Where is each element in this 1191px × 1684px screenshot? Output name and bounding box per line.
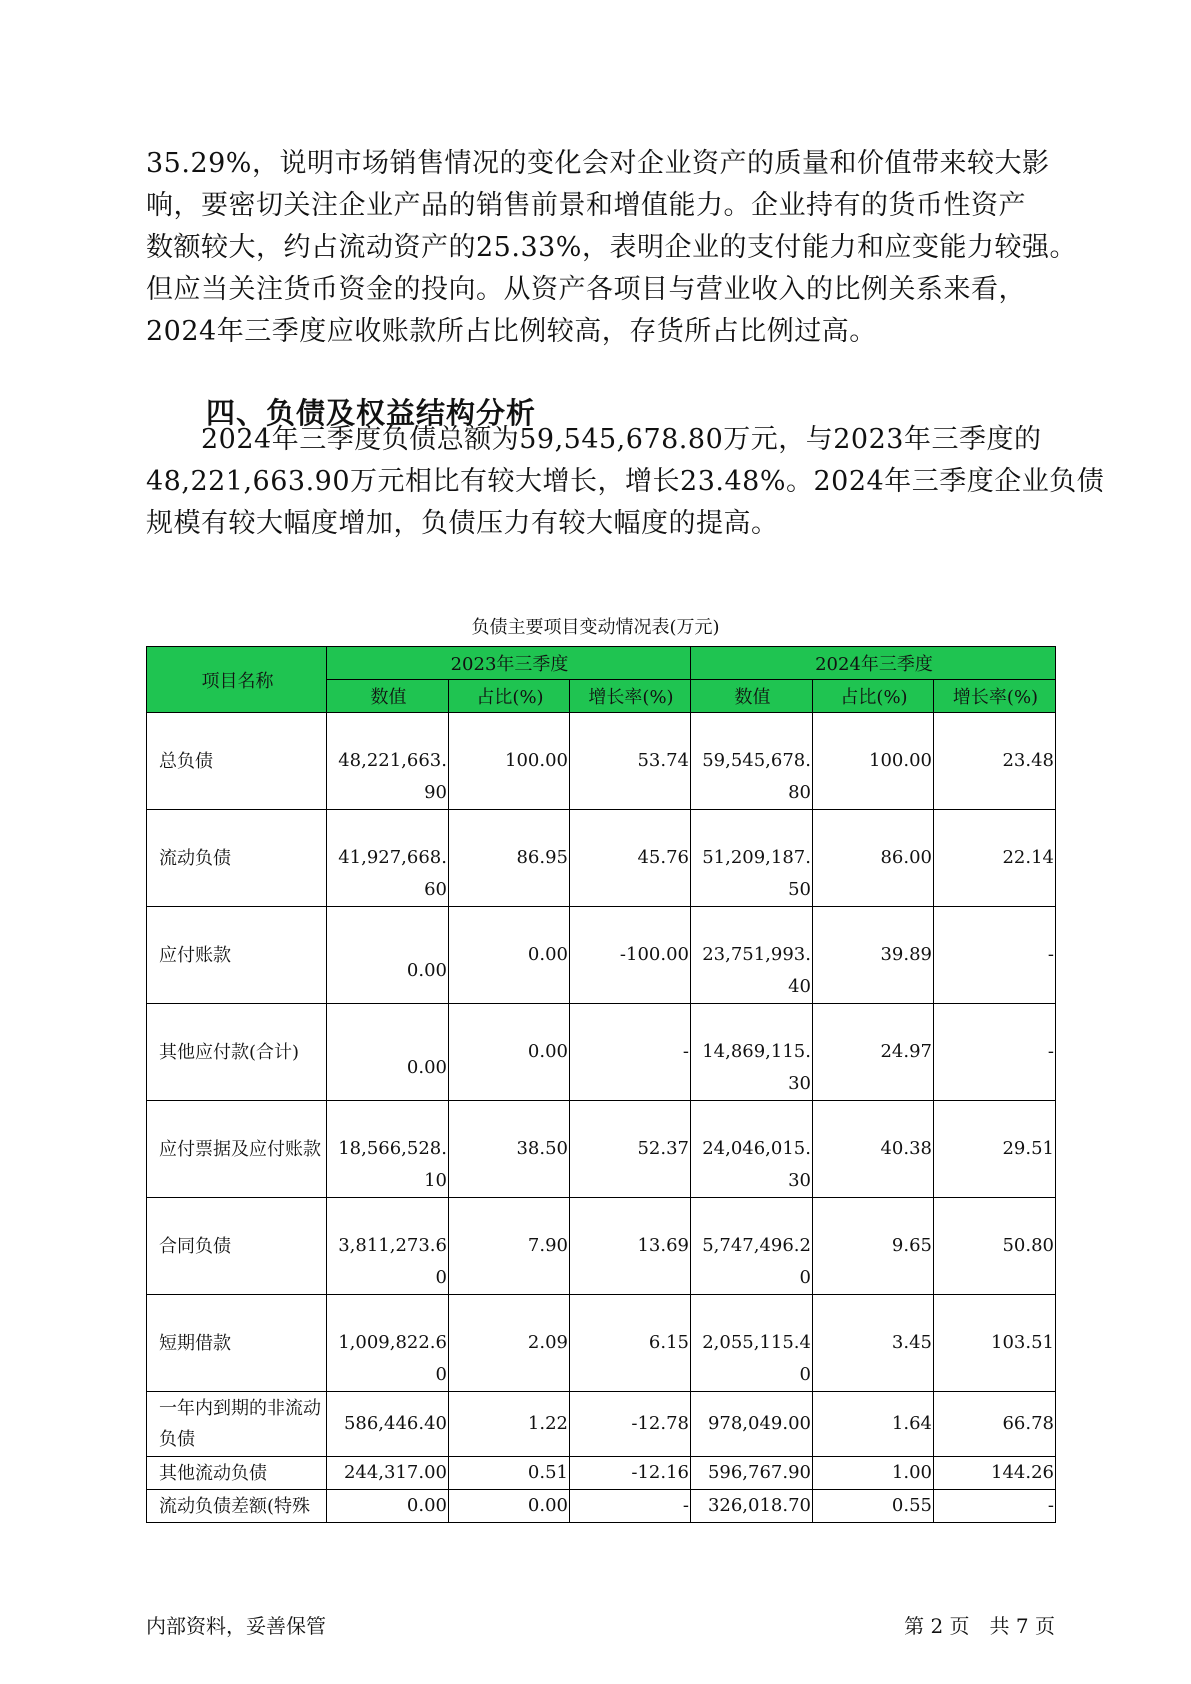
row-label: 流动负债 xyxy=(147,810,327,907)
table-row xyxy=(147,1457,1056,1490)
table-cell xyxy=(813,810,934,907)
table-cell xyxy=(934,1295,1056,1392)
table-cell xyxy=(691,1457,813,1490)
cell-value: 52.37 xyxy=(637,1138,689,1159)
table-cell xyxy=(327,1295,449,1392)
table-cell xyxy=(449,1101,570,1198)
table-cell xyxy=(570,1295,691,1392)
table-cell xyxy=(570,1198,691,1295)
cell-value: 978,049.00 xyxy=(707,1413,811,1434)
table-cell xyxy=(934,907,1056,1004)
table-row xyxy=(147,1392,1056,1457)
cell-value: 86.00 xyxy=(880,847,932,868)
table-cell xyxy=(449,713,570,810)
table-cell xyxy=(813,1004,934,1101)
cell-value: 7.90 xyxy=(527,1235,568,1256)
cell-value: 38.50 xyxy=(516,1138,568,1159)
cell-value: - xyxy=(682,1041,689,1062)
cell-value: 39.89 xyxy=(880,944,932,965)
cell-value: 9.65 xyxy=(891,1235,932,1256)
cell-value: 244,317.00 xyxy=(343,1462,447,1483)
table-cell xyxy=(327,1004,449,1101)
table-cell xyxy=(934,1392,1056,1457)
header-value: 数值 xyxy=(691,680,813,713)
table-cell xyxy=(327,907,449,1004)
cell-value: 14,869,115.30 xyxy=(702,1041,811,1094)
table-cell xyxy=(691,1295,813,1392)
table-cell xyxy=(934,1490,1056,1523)
row-label: 总负债 xyxy=(147,713,327,810)
table-row xyxy=(147,907,1056,1004)
cell-value: 100.00 xyxy=(869,750,932,771)
row-label: 其他流动负债 xyxy=(147,1457,327,1490)
header-year-2024: 2024年三季度 xyxy=(691,647,1056,680)
table-cell xyxy=(570,1004,691,1101)
text-line: 48,221,663.90万元相比有较大增长，增长23.48%。2024年三季度企业负债 xyxy=(146,466,1105,497)
table-cell xyxy=(570,810,691,907)
table-row xyxy=(147,810,1056,907)
table-cell xyxy=(691,1198,813,1295)
table-cell xyxy=(691,713,813,810)
header-item-name: 项目名称 xyxy=(147,647,327,713)
table-cell xyxy=(570,1392,691,1457)
cell-value: 326,018.70 xyxy=(707,1495,811,1516)
table-cell xyxy=(813,1457,934,1490)
table-cell xyxy=(691,1392,813,1457)
table-cell xyxy=(813,1198,934,1295)
row-label: 合同负债 xyxy=(147,1198,327,1295)
cell-value: - xyxy=(1047,1041,1054,1062)
row-label: 其他应付款(合计) xyxy=(147,1004,327,1101)
cell-value: 0.00 xyxy=(406,1057,447,1078)
table-row xyxy=(147,1198,1056,1295)
cell-value: 41,927,668.60 xyxy=(338,847,447,900)
table-cell xyxy=(449,1295,570,1392)
cell-value: 66.78 xyxy=(1002,1413,1054,1434)
cell-value: 1.00 xyxy=(891,1462,932,1483)
table-caption: 负债主要项目变动情况表(万元) xyxy=(471,617,720,638)
table-cell xyxy=(813,1392,934,1457)
cell-value: 0.51 xyxy=(527,1462,568,1483)
cell-value: 51,209,187.50 xyxy=(702,847,811,900)
paragraph-liabilities-summary xyxy=(146,419,1105,545)
table-cell xyxy=(327,713,449,810)
text-line: 但应当关注货币资金的投向。从资产各项目与营业收入的比例关系来看， xyxy=(146,274,1026,305)
cell-value: 13.69 xyxy=(637,1235,689,1256)
cell-value: 586,446.40 xyxy=(343,1413,447,1434)
cell-value: -12.78 xyxy=(631,1413,689,1434)
cell-value: 3.45 xyxy=(891,1332,932,1353)
header-growth: 增长率(%) xyxy=(934,680,1056,713)
cell-value: 48,221,663.90 xyxy=(338,750,447,803)
table-cell xyxy=(449,1392,570,1457)
liabilities-table xyxy=(146,646,1056,1523)
cell-value: 2.09 xyxy=(527,1332,568,1353)
cell-value: 5,747,496.20 xyxy=(702,1235,811,1288)
cell-value: 23.48 xyxy=(1002,750,1054,771)
table-cell xyxy=(449,1457,570,1490)
cell-value: -100.00 xyxy=(619,944,689,965)
table-cell xyxy=(934,810,1056,907)
cell-value: 1.64 xyxy=(891,1413,932,1434)
cell-value: 100.00 xyxy=(505,750,568,771)
section-heading: 四、负债及权益结构分析 xyxy=(206,396,537,430)
table-cell xyxy=(934,1198,1056,1295)
table-cell xyxy=(327,1392,449,1457)
table-cell xyxy=(327,1198,449,1295)
cell-value: 23,751,993.40 xyxy=(702,944,811,997)
cell-value: 0.55 xyxy=(891,1495,932,1516)
table-row xyxy=(147,713,1056,810)
table-cell xyxy=(449,1004,570,1101)
table-cell xyxy=(570,713,691,810)
table-cell xyxy=(934,1457,1056,1490)
row-label: 应付账款 xyxy=(147,907,327,1004)
table-row xyxy=(147,1295,1056,1392)
table-cell xyxy=(449,810,570,907)
text-line: 数额较大，约占流动资产的25.33%，表明企业的支付能力和应变能力较强。 xyxy=(146,232,1077,263)
header-value: 数值 xyxy=(327,680,449,713)
cell-value: - xyxy=(1047,1495,1054,1516)
text-line: 2024年三季度负债总额为59,545,678.80万元，与2023年三季度的 xyxy=(146,424,1042,455)
cell-value: 86.95 xyxy=(516,847,568,868)
cell-value: 6.15 xyxy=(648,1332,689,1353)
table-cell xyxy=(813,1101,934,1198)
footer-page-number: 第 2 页 共 7 页 xyxy=(904,1614,1055,1638)
cell-value: 0.00 xyxy=(406,960,447,981)
table-cell xyxy=(327,1490,449,1523)
table-cell xyxy=(570,1101,691,1198)
table-cell xyxy=(691,907,813,1004)
row-label: 流动负债差额(特殊 xyxy=(147,1490,327,1523)
cell-value: 24.97 xyxy=(880,1041,932,1062)
text-line: 35.29%，说明市场销售情况的变化会对企业资产的质量和价值带来较大影 xyxy=(146,148,1050,179)
table-row xyxy=(147,1490,1056,1523)
row-label: 短期借款 xyxy=(147,1295,327,1392)
cell-value: - xyxy=(1047,944,1054,965)
header-share: 占比(%) xyxy=(449,680,570,713)
table-cell xyxy=(813,1295,934,1392)
table-cell xyxy=(813,1490,934,1523)
cell-value: 53.74 xyxy=(637,750,689,771)
text-line: 响，要密切关注企业产品的销售前景和增值能力。企业持有的货币性资产 xyxy=(146,190,1026,221)
cell-value: 18,566,528.10 xyxy=(338,1138,447,1191)
cell-value: 2,055,115.40 xyxy=(702,1332,811,1385)
table-cell xyxy=(691,1004,813,1101)
cell-value: 0.00 xyxy=(527,944,568,965)
table-cell xyxy=(934,1101,1056,1198)
cell-value: 0.00 xyxy=(527,1041,568,1062)
cell-value: - xyxy=(682,1495,689,1516)
text-line: 规模有较大幅度增加，负债压力有较大幅度的提高。 xyxy=(146,508,779,539)
text-line: 2024年三季度应收账款所占比例较高，存货所占比例过高。 xyxy=(146,316,877,347)
cell-value: 1.22 xyxy=(527,1413,568,1434)
header-share: 占比(%) xyxy=(813,680,934,713)
table-cell xyxy=(327,1101,449,1198)
table-cell xyxy=(934,1004,1056,1101)
table-cell xyxy=(570,907,691,1004)
cell-value: -12.16 xyxy=(631,1462,689,1483)
row-label: 一年内到期的非流动负债 xyxy=(147,1392,327,1457)
row-label: 应付票据及应付账款 xyxy=(147,1101,327,1198)
cell-value: 0.00 xyxy=(527,1495,568,1516)
table-cell xyxy=(449,907,570,1004)
cell-value: 103.51 xyxy=(991,1332,1054,1353)
table-row xyxy=(147,1101,1056,1198)
cell-value: 3,811,273.60 xyxy=(338,1235,447,1288)
table-cell xyxy=(691,1490,813,1523)
cell-value: 22.14 xyxy=(1002,847,1054,868)
cell-value: 1,009,822.60 xyxy=(338,1332,447,1385)
footer-left: 内部资料，妥善保管 xyxy=(146,1614,326,1638)
table-cell xyxy=(813,907,934,1004)
cell-value: 29.51 xyxy=(1002,1138,1054,1159)
cell-value: 0.00 xyxy=(406,1495,447,1516)
cell-value: 59,545,678.80 xyxy=(702,750,811,803)
table-cell xyxy=(934,713,1056,810)
cell-value: 45.76 xyxy=(637,847,689,868)
header-growth: 增长率(%) xyxy=(570,680,691,713)
table-cell xyxy=(691,810,813,907)
header-year-2023: 2023年三季度 xyxy=(327,647,691,680)
paragraph-assets-summary xyxy=(146,143,1077,353)
table-cell xyxy=(327,1457,449,1490)
cell-value: 24,046,015.30 xyxy=(702,1138,811,1191)
cell-value: 40.38 xyxy=(880,1138,932,1159)
table-cell xyxy=(691,1101,813,1198)
table-cell xyxy=(449,1198,570,1295)
cell-value: 596,767.90 xyxy=(707,1462,811,1483)
cell-value: 144.26 xyxy=(991,1462,1054,1483)
table-cell xyxy=(570,1490,691,1523)
table-row xyxy=(147,1004,1056,1101)
table-cell xyxy=(813,713,934,810)
table-cell xyxy=(570,1457,691,1490)
table-cell xyxy=(449,1490,570,1523)
table-cell xyxy=(327,810,449,907)
cell-value: 50.80 xyxy=(1002,1235,1054,1256)
